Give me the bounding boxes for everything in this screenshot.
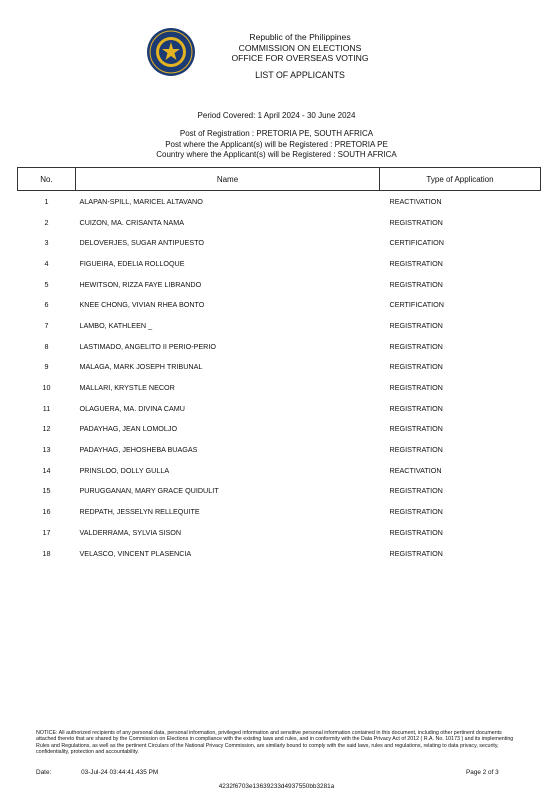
applicant-name: REDPATH, JESSELYN RELLEQUITE bbox=[79, 507, 200, 517]
application-type: REGISTRATION bbox=[389, 279, 443, 289]
table-row bbox=[18, 522, 541, 543]
application-type: CERTIFICATION bbox=[389, 300, 444, 310]
row-number: 16 bbox=[42, 507, 51, 517]
footer-date bbox=[36, 769, 158, 776]
table-row bbox=[18, 232, 541, 253]
table-header-row bbox=[18, 168, 541, 191]
application-type: REGISTRATION bbox=[389, 424, 443, 434]
applicant-name: DELOVERJES, SUGAR ANTIPUESTO bbox=[79, 238, 204, 248]
applicant-name: VELASCO, VINCENT PLASENCIA bbox=[79, 548, 192, 558]
row-number: 3 bbox=[44, 238, 49, 248]
applicant-name: CUIZON, MA. CRISANTA NAMA bbox=[79, 217, 184, 227]
application-type: REGISTRATION bbox=[389, 548, 443, 558]
row-number: 17 bbox=[42, 527, 51, 537]
column-header-name: Name bbox=[76, 168, 380, 191]
date-value: 03-Jul-24 03:44:41.435 PM bbox=[81, 769, 159, 776]
table-row bbox=[18, 274, 541, 295]
application-type: REGISTRATION bbox=[389, 486, 443, 496]
table-row bbox=[18, 543, 541, 564]
row-number: 2 bbox=[44, 217, 49, 227]
privacy-notice: NOTICE: All authorized recipients of any personal data, personal information, privileged information and sensitive personal information contained in this document, including other pertinent documents attached thereto that are shared by the Commission on Elections in compliance with the existing laws and rules, and in conformity with the Data Privacy Act of 2012 ( R.A. No. 10173 ) and its implementing Rules and Regulations, as well as the pertinent Circulars of the National Privacy Commission, are similarly bound to comply with the said laws, rules and regulations, relating to data privacy, security, confidentiality, protection and accountability. bbox=[36, 730, 514, 756]
applicant-name: LAMBO, KATHLEEN _ bbox=[79, 320, 153, 330]
application-type: REGISTRATION bbox=[389, 507, 443, 517]
row-number: 5 bbox=[44, 279, 49, 289]
header-line-republic: Republic of the Philippines bbox=[249, 32, 351, 42]
page-number: Page 2 of 3 bbox=[466, 769, 499, 776]
application-type: REGISTRATION bbox=[389, 383, 443, 393]
table-row bbox=[18, 212, 541, 233]
application-type: REGISTRATION bbox=[389, 320, 443, 330]
table-row bbox=[18, 439, 541, 460]
table-row bbox=[18, 398, 541, 419]
period-covered: Period Covered: 1 April 2024 - 30 June 2024 bbox=[197, 111, 356, 120]
applicant-name: VALDERRAMA, SYLVIA SISON bbox=[79, 527, 182, 537]
applicant-name: ALAPAN-SPILL, MARICEL ALTAVANO bbox=[79, 196, 203, 206]
table-row bbox=[18, 191, 541, 212]
applicant-name: KNEE CHONG, VIVIAN RHEA BONTO bbox=[79, 300, 205, 310]
column-header-no: No. bbox=[18, 168, 76, 191]
document-hash: 4232f6703e13639233d4937550bb3281a bbox=[218, 783, 335, 790]
application-type: REACTIVATION bbox=[389, 196, 442, 206]
table-row bbox=[18, 419, 541, 440]
applicant-name: MALAGA, MARK JOSEPH TRIBUNAL bbox=[79, 362, 203, 372]
post-registered: Post where the Applicant(s) will be Registered : PRETORIA PE bbox=[165, 139, 388, 149]
column-header-type: Type of Application bbox=[380, 168, 541, 191]
row-number: 9 bbox=[44, 362, 49, 372]
row-number: 6 bbox=[44, 300, 49, 310]
application-type: REGISTRATION bbox=[389, 341, 443, 351]
comelec-seal-icon bbox=[146, 27, 196, 77]
table-row bbox=[18, 501, 541, 522]
header-line-commission: COMMISSION ON ELECTIONS bbox=[238, 42, 362, 53]
application-type: REGISTRATION bbox=[389, 258, 443, 268]
applicant-name: FIGUEIRA, EDELIA ROLLOQUE bbox=[79, 258, 185, 268]
row-number: 14 bbox=[42, 465, 51, 475]
table-row bbox=[18, 253, 541, 274]
row-number: 12 bbox=[42, 424, 51, 434]
table-row bbox=[18, 315, 541, 336]
header-line-office: OFFICE FOR OVERSEAS VOTING bbox=[231, 53, 369, 64]
table-row bbox=[18, 481, 541, 502]
row-number: 15 bbox=[42, 486, 51, 496]
post-info bbox=[0, 129, 553, 161]
application-type: REGISTRATION bbox=[389, 217, 443, 227]
applicant-name: PRINSLOO, DOLLY GULLA bbox=[79, 465, 170, 475]
applicant-name: HEWITSON, RIZZA FAYE LIBRANDO bbox=[79, 279, 202, 289]
application-type: CERTIFICATION bbox=[389, 238, 444, 248]
application-type: REACTIVATION bbox=[389, 465, 442, 475]
table-row bbox=[18, 460, 541, 481]
applicant-name: MALLARI, KRYSTLE NECOR bbox=[79, 383, 175, 393]
row-number: 4 bbox=[44, 258, 49, 268]
table-row bbox=[18, 377, 541, 398]
application-type: REGISTRATION bbox=[389, 362, 443, 372]
application-type: REGISTRATION bbox=[389, 403, 443, 413]
country-registered: Country where the Applicant(s) will be Registered : SOUTH AFRICA bbox=[156, 150, 397, 160]
document-header bbox=[200, 32, 400, 80]
applicant-name: PURUGGANAN, MARY GRACE QUIDULIT bbox=[79, 486, 219, 496]
applicants-table bbox=[17, 167, 541, 563]
row-number: 8 bbox=[44, 341, 49, 351]
post-of-registration: Post of Registration : PRETORIA PE, SOUTH AFRICA bbox=[179, 129, 374, 138]
table-row bbox=[18, 336, 541, 357]
row-number: 10 bbox=[42, 383, 51, 393]
table-row bbox=[18, 357, 541, 378]
application-type: REGISTRATION bbox=[389, 527, 443, 537]
applicant-name: LASTIMADO, ANGELITO II PERIO-PERIO bbox=[79, 341, 216, 351]
row-number: 11 bbox=[42, 403, 51, 413]
application-type: REGISTRATION bbox=[389, 445, 443, 455]
table-row bbox=[18, 294, 541, 315]
row-number: 18 bbox=[42, 548, 51, 558]
document-title: LIST OF APPLICANTS bbox=[255, 69, 345, 80]
row-number: 7 bbox=[44, 320, 49, 330]
date-label: Date: bbox=[36, 769, 52, 776]
row-number: 1 bbox=[44, 196, 49, 206]
applicant-name: OLAGUERA, MA. DIVINA CAMU bbox=[79, 403, 185, 413]
applicant-name: PADAYHAG, JEHOSHEBA BUAGAS bbox=[79, 445, 198, 455]
row-number: 13 bbox=[42, 445, 51, 455]
applicant-name: PADAYHAG, JEAN LOMOLJO bbox=[79, 424, 178, 434]
